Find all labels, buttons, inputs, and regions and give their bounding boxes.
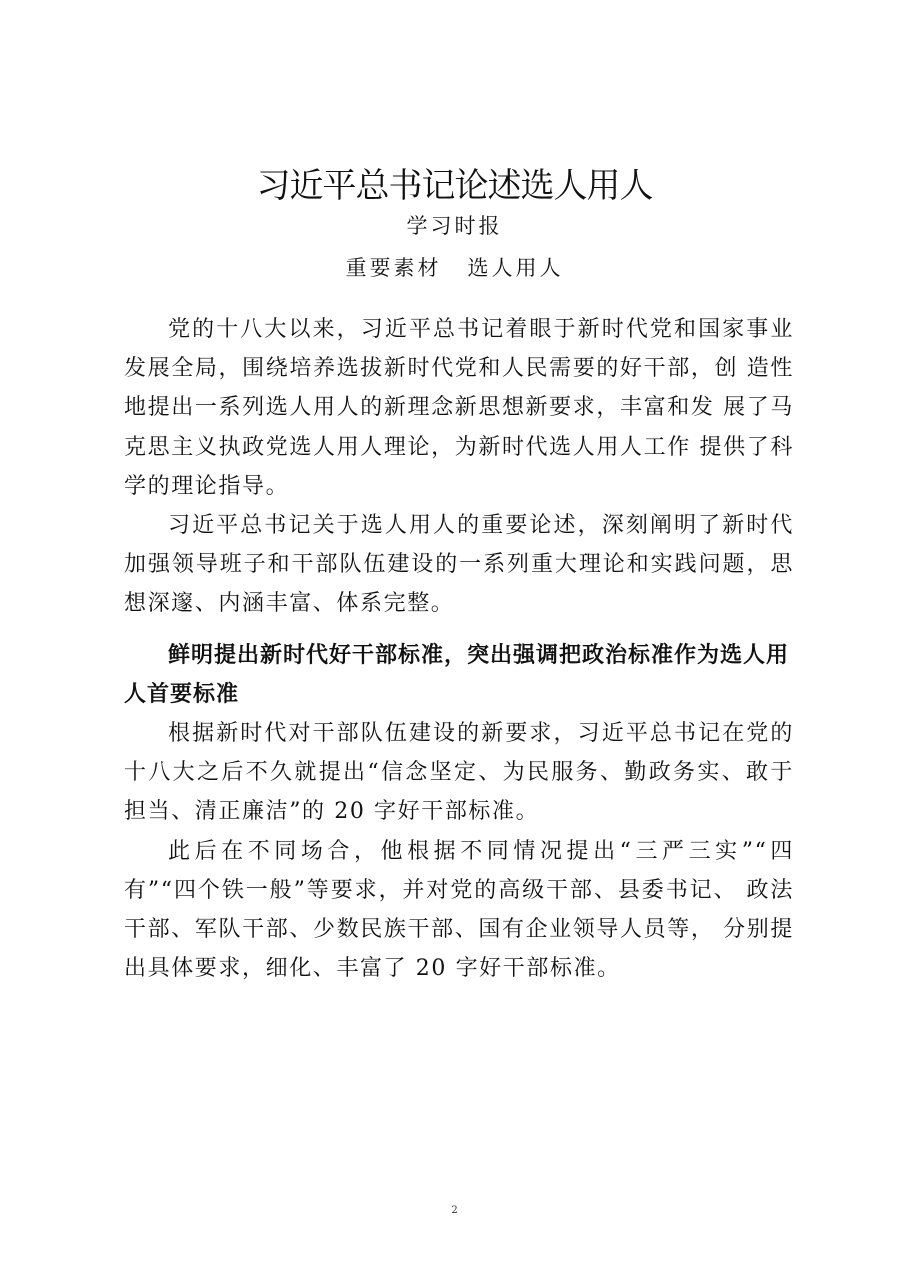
- document-source: 学习时报: [406, 214, 503, 238]
- body-paragraph: 党的十八大以来，习近平总书记着眼于新时代党和国家事业发展全局，围绕培养选拔新时代党和人民需要的好干部，创 造性地提出一系列选人用人的新理念新思想新要求，丰富和发 展了马克思主义执政党选人用人理论，为新时代选人用人工作 提供了科学的理论指导。: [124, 317, 794, 499]
- page-number: 2: [451, 1205, 458, 1216]
- tag-label: 选人用人: [467, 256, 564, 280]
- document-body: [124, 310, 794, 988]
- section-heading: 鲜明提出新时代好干部标准，突出强调把政治标准作为选人用人首要标准: [124, 642, 790, 707]
- document-title: 习近平总书记论述选人用人: [256, 166, 653, 206]
- document-tags: [0, 253, 909, 283]
- body-paragraph: 习近平总书记关于选人用人的重要论述，深刻阐明了新时代加强领导班子和干部队伍建设的一系列重大理论和实践问题，思想深邃、内涵丰富、体系完整。: [124, 513, 794, 617]
- section-paragraph: 此后在不同场合，他根据不同情况提出“三严三实”“四有”“四个铁一般”等要求，并对党的高级干部、县委书记、 政法干部、军队干部、少数民族干部、国有企业领导人员等， 分别提出具体要求，细化、丰富了 20 字好干部标准。: [124, 838, 794, 982]
- section-paragraph: 根据新时代对干部队伍建设的新要求，习近平总书记在党的十八大之后不久就提出“信念坚定、为民服务、勤政务实、敢于担当、清正廉洁”的 20 字好干部标准。: [124, 721, 794, 825]
- tag-label: 重要素材: [345, 256, 442, 280]
